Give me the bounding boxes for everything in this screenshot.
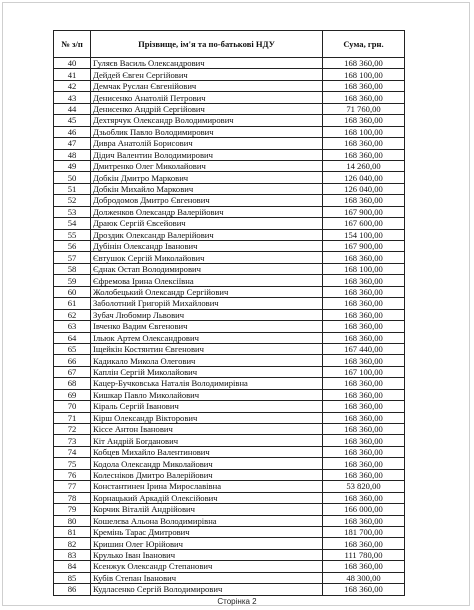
row-amount: 168 360,00: [323, 298, 405, 309]
row-number: 73: [54, 435, 91, 446]
row-number: 62: [54, 309, 91, 320]
table-row: [54, 435, 405, 446]
table-row: [54, 138, 405, 149]
table-row: [54, 366, 405, 377]
row-full-name: Кремінь Тарас Дмитрович: [91, 526, 323, 537]
row-amount: 168 360,00: [323, 195, 405, 206]
row-full-name: Долженков Олександр Валерійович: [91, 206, 323, 217]
row-number: 48: [54, 149, 91, 160]
row-amount: 48 300,00: [323, 572, 405, 583]
table-header-row: [54, 31, 405, 58]
row-number: 69: [54, 389, 91, 400]
row-number: 60: [54, 286, 91, 297]
row-full-name: Добкін Дмитро Маркович: [91, 172, 323, 183]
row-full-name: Денисенко Андрій Сергійович: [91, 103, 323, 114]
row-amount: 111 780,00: [323, 549, 405, 560]
row-number: 42: [54, 80, 91, 91]
row-number: 56: [54, 241, 91, 252]
row-full-name: Кубів Степан Іванович: [91, 572, 323, 583]
row-full-name: Денисенко Анатолій Петрович: [91, 92, 323, 103]
table-row: [54, 206, 405, 217]
row-amount: 168 360,00: [323, 515, 405, 526]
row-full-name: Драюк Сергій Євсейович: [91, 218, 323, 229]
table-row: [54, 298, 405, 309]
row-full-name: Кобцев Михайло Валентинович: [91, 446, 323, 457]
row-amount: 14 260,00: [323, 160, 405, 171]
table-row: [54, 275, 405, 286]
row-number: 41: [54, 69, 91, 80]
table-row: [54, 263, 405, 274]
row-full-name: Демчак Руслан Євгенійович: [91, 80, 323, 91]
row-amount: 168 360,00: [323, 378, 405, 389]
row-number: 63: [54, 321, 91, 332]
row-number: 66: [54, 355, 91, 366]
row-amount: 167 900,00: [323, 241, 405, 252]
row-amount: 168 360,00: [323, 435, 405, 446]
table-row: [54, 92, 405, 103]
row-amount: 168 100,00: [323, 126, 405, 137]
row-number: 44: [54, 103, 91, 114]
row-amount: 167 900,00: [323, 206, 405, 217]
table-row: [54, 103, 405, 114]
row-number: 67: [54, 366, 91, 377]
row-amount: 166 000,00: [323, 504, 405, 515]
table-row: [54, 401, 405, 412]
table-row: [54, 309, 405, 320]
table-row: [54, 69, 405, 80]
row-full-name: Кришин Олег Юрійович: [91, 538, 323, 549]
row-amount: 168 360,00: [323, 538, 405, 549]
page-number: Сторінка 2: [217, 597, 257, 606]
row-full-name: Заболотний Григорій Михайлович: [91, 298, 323, 309]
row-full-name: Ксенжук Олександр Степанович: [91, 561, 323, 572]
row-number: 49: [54, 160, 91, 171]
row-full-name: Єднак Остап Володимирович: [91, 263, 323, 274]
table-row: [54, 504, 405, 515]
row-amount: 168 360,00: [323, 252, 405, 263]
row-amount: 168 360,00: [323, 401, 405, 412]
row-number: 51: [54, 183, 91, 194]
row-full-name: Єфремова Ірина Олексіївна: [91, 275, 323, 286]
table-row: [54, 126, 405, 137]
row-full-name: Іщейкін Костянтин Євгенович: [91, 343, 323, 354]
table-row: [54, 481, 405, 492]
table-row: [54, 355, 405, 366]
row-amount: 168 360,00: [323, 321, 405, 332]
row-number: 47: [54, 138, 91, 149]
row-amount: 168 360,00: [323, 138, 405, 149]
table-row: [54, 172, 405, 183]
row-full-name: Дубінін Олександр Іванович: [91, 241, 323, 252]
row-amount: 181 700,00: [323, 526, 405, 537]
row-number: 86: [54, 584, 91, 595]
row-full-name: Дехтярчук Олександр Володимирович: [91, 115, 323, 126]
row-number: 80: [54, 515, 91, 526]
row-full-name: Дейдей Євген Сергійович: [91, 69, 323, 80]
row-number: 77: [54, 481, 91, 492]
table-row: [54, 321, 405, 332]
row-full-name: Добкін Михайло Маркович: [91, 183, 323, 194]
row-full-name: Кошелєва Альона Володимирівна: [91, 515, 323, 526]
row-number: 43: [54, 92, 91, 103]
row-amount: 168 360,00: [323, 355, 405, 366]
row-full-name: Кацер-Бучковська Наталія Володимирівна: [91, 378, 323, 389]
row-full-name: Корнацький Аркадій Олексійович: [91, 492, 323, 503]
row-number: 46: [54, 126, 91, 137]
row-number: 52: [54, 195, 91, 206]
row-number: 50: [54, 172, 91, 183]
row-amount: 168 360,00: [323, 149, 405, 160]
row-number: 76: [54, 469, 91, 480]
row-amount: 167 600,00: [323, 218, 405, 229]
table-row: [54, 412, 405, 423]
row-amount: 168 360,00: [323, 309, 405, 320]
row-amount: 168 360,00: [323, 275, 405, 286]
table-row: [54, 343, 405, 354]
table-row: [54, 458, 405, 469]
row-full-name: Добродомов Дмитро Євгенович: [91, 195, 323, 206]
row-number: 84: [54, 561, 91, 572]
row-full-name: Крулько Іван Іванович: [91, 549, 323, 560]
table-row: [54, 572, 405, 583]
row-full-name: Євтушок Сергій Миколайович: [91, 252, 323, 263]
row-number: 72: [54, 424, 91, 435]
table-row: [54, 80, 405, 91]
row-number: 81: [54, 526, 91, 537]
table-row: [54, 160, 405, 171]
row-full-name: Гуляєв Василь Олександрович: [91, 58, 323, 69]
row-amount: 168 360,00: [323, 492, 405, 503]
row-amount: 168 360,00: [323, 458, 405, 469]
row-full-name: Корчик Віталій Андрійович: [91, 504, 323, 515]
row-full-name: Кудласенко Сергій Володимирович: [91, 584, 323, 595]
payments-table: [53, 30, 405, 596]
table-row: [54, 538, 405, 549]
row-full-name: Кадикало Микола Олегович: [91, 355, 323, 366]
table-row: [54, 446, 405, 457]
row-full-name: Кишкар Павло Миколайович: [91, 389, 323, 400]
row-number: 45: [54, 115, 91, 126]
row-amount: 167 440,00: [323, 343, 405, 354]
row-full-name: Дзьоблик Павло Володимирович: [91, 126, 323, 137]
row-amount: 168 360,00: [323, 58, 405, 69]
table-row: [54, 149, 405, 160]
header-number: № з/п: [54, 31, 91, 58]
row-amount: 168 360,00: [323, 412, 405, 423]
row-full-name: Ільюк Артем Олександрович: [91, 332, 323, 343]
table-row: [54, 195, 405, 206]
row-amount: 168 100,00: [323, 263, 405, 274]
row-amount: 126 040,00: [323, 172, 405, 183]
table-row: [54, 58, 405, 69]
row-full-name: Жолобецький Олександр Сергійович: [91, 286, 323, 297]
row-number: 68: [54, 378, 91, 389]
table-row: [54, 229, 405, 240]
row-number: 59: [54, 275, 91, 286]
row-number: 58: [54, 263, 91, 274]
table-row: [54, 252, 405, 263]
table-row: [54, 332, 405, 343]
row-amount: 168 360,00: [323, 584, 405, 595]
row-full-name: Дідич Валентин Володимирович: [91, 149, 323, 160]
row-amount: 168 360,00: [323, 92, 405, 103]
row-number: 55: [54, 229, 91, 240]
row-number: 64: [54, 332, 91, 343]
row-full-name: Дмитренко Олег Миколайович: [91, 160, 323, 171]
row-amount: 168 360,00: [323, 332, 405, 343]
row-number: 74: [54, 446, 91, 457]
row-amount: 126 040,00: [323, 183, 405, 194]
table-row: [54, 469, 405, 480]
row-full-name: Кіраль Сергій Іванович: [91, 401, 323, 412]
header-amount: Сума, грн.: [323, 31, 405, 58]
row-amount: 71 760,00: [323, 103, 405, 114]
row-number: 85: [54, 572, 91, 583]
row-full-name: Колесніков Дмитро Валерійович: [91, 469, 323, 480]
row-amount: 168 360,00: [323, 286, 405, 297]
table-body: [54, 58, 405, 596]
row-amount: 53 820,00: [323, 481, 405, 492]
row-number: 79: [54, 504, 91, 515]
row-full-name: Дивра Анатолій Борисович: [91, 138, 323, 149]
row-number: 78: [54, 492, 91, 503]
row-number: 70: [54, 401, 91, 412]
row-full-name: Константинен Ірина Мирославівна: [91, 481, 323, 492]
row-amount: 168 360,00: [323, 561, 405, 572]
row-full-name: Зубач Любомир Львович: [91, 309, 323, 320]
row-number: 40: [54, 58, 91, 69]
table-row: [54, 286, 405, 297]
row-number: 54: [54, 218, 91, 229]
table-row: [54, 492, 405, 503]
table-row: [54, 549, 405, 560]
table-row: [54, 218, 405, 229]
table-row: [54, 183, 405, 194]
row-amount: 168 100,00: [323, 69, 405, 80]
row-number: 57: [54, 252, 91, 263]
row-full-name: Кірш Олександр Вікторович: [91, 412, 323, 423]
row-full-name: Кіт Андрій Богданович: [91, 435, 323, 446]
table-row: [54, 389, 405, 400]
row-amount: 168 360,00: [323, 446, 405, 457]
row-number: 53: [54, 206, 91, 217]
row-full-name: Кіссе Антон Іванович: [91, 424, 323, 435]
row-number: 82: [54, 538, 91, 549]
row-amount: 168 360,00: [323, 115, 405, 126]
table-row: [54, 378, 405, 389]
row-amount: 167 100,00: [323, 366, 405, 377]
row-full-name: Кодола Олександр Миколайович: [91, 458, 323, 469]
row-full-name: Дроздик Олександр Валерійович: [91, 229, 323, 240]
row-full-name: Івченко Вадим Євгенович: [91, 321, 323, 332]
row-amount: 168 360,00: [323, 424, 405, 435]
row-number: 75: [54, 458, 91, 469]
table-row: [54, 584, 405, 595]
header-full-name: Прізвище, ім'я та по-батькові НДУ: [91, 31, 323, 58]
row-number: 83: [54, 549, 91, 560]
table-row: [54, 115, 405, 126]
table-row: [54, 424, 405, 435]
row-amount: 168 360,00: [323, 469, 405, 480]
row-amount: 154 100,00: [323, 229, 405, 240]
table-row: [54, 241, 405, 252]
table-row: [54, 515, 405, 526]
row-full-name: Каплін Сергій Миколайович: [91, 366, 323, 377]
row-amount: 168 360,00: [323, 80, 405, 91]
row-amount: 168 360,00: [323, 389, 405, 400]
table-row: [54, 526, 405, 537]
table-row: [54, 561, 405, 572]
row-number: 71: [54, 412, 91, 423]
row-number: 65: [54, 343, 91, 354]
row-number: 61: [54, 298, 91, 309]
